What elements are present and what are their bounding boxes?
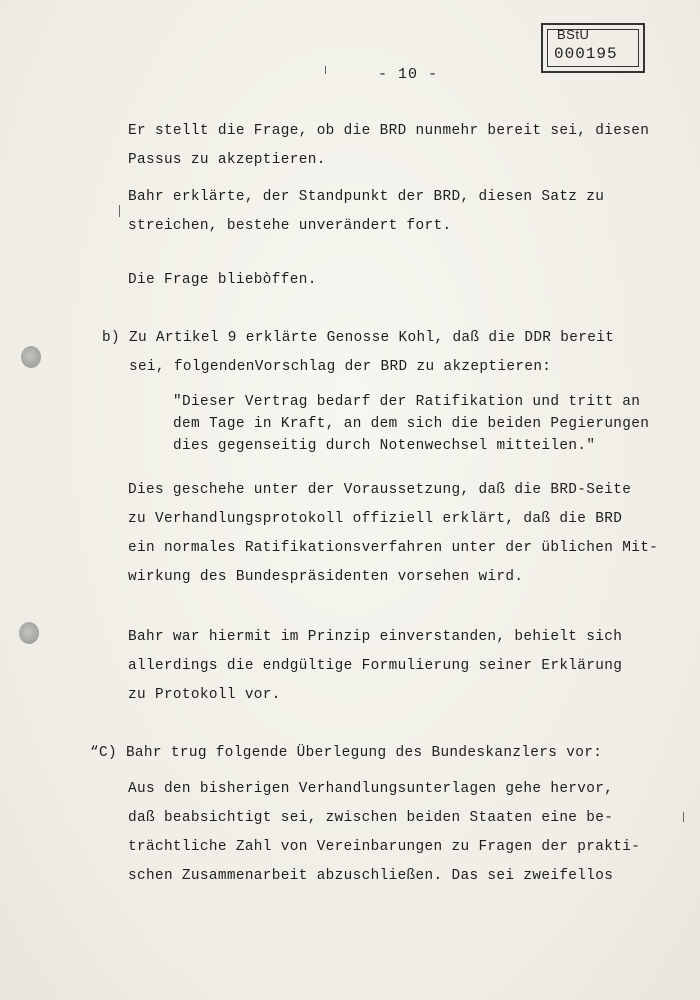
text-line: Die Frage bliebòffen.	[128, 272, 317, 288]
stamp-label: BStU	[557, 27, 590, 42]
punch-hole-upper	[21, 346, 41, 368]
text-line: Passus zu akzeptieren.	[128, 152, 326, 168]
page-number: - 10 -	[378, 66, 439, 83]
quote-line: dies gegenseitig durch Notenwechsel mitteilen."	[173, 438, 596, 454]
pencil-mark	[119, 205, 120, 217]
text-line: schen Zusammenarbeit abzuschließen. Das sei zweifellos	[128, 868, 614, 884]
text-line: ein normales Ratifikationsverfahren unter der üblichen Mit-	[128, 540, 659, 556]
section-b-line: sei, folgendenVorschlag der BRD zu akzeptieren:	[102, 359, 552, 375]
text-line: allerdings die endgültige Formulierung seiner Erklärung	[128, 658, 623, 674]
section-c-line: “C) Bahr trug folgende Überlegung des Bundeskanzlers vor:	[90, 745, 603, 761]
stamp-number: 000195	[554, 45, 618, 63]
text-line: wirkung des Bundespräsidenten vorsehen wird.	[128, 569, 524, 585]
quote-line: dem Tage in Kraft, an dem sich die beiden Pegierungen	[173, 416, 650, 432]
archive-stamp	[541, 23, 645, 73]
text-line: zu Protokoll vor.	[128, 687, 281, 703]
text-line: Er stellt die Frage, ob die BRD nunmehr bereit sei, diesen	[128, 123, 650, 139]
text-line: daß beabsichtigt sei, zwischen beiden Staaten eine be-	[128, 810, 614, 826]
section-b-line: b) Zu Artikel 9 erklärte Genosse Kohl, daß die DDR bereit	[102, 330, 615, 346]
text-line: Bahr war hiermit im Prinzip einverstanden, behielt sich	[128, 629, 623, 645]
text-line: trächtliche Zahl von Vereinbarungen zu Fragen der prakti-	[128, 839, 641, 855]
pencil-mark	[683, 812, 684, 822]
text-line: zu Verhandlungsprotokoll offiziell erklärt, daß die BRD	[128, 511, 623, 527]
pencil-mark	[325, 66, 326, 74]
quote-line: "Dieser Vertrag bedarf der Ratifikation und tritt an	[173, 394, 641, 410]
text-line: Bahr erklärte, der Standpunkt der BRD, diesen Satz zu	[128, 189, 605, 205]
text-line: Aus den bisherigen Verhandlungsunterlagen gehe hervor,	[128, 781, 614, 797]
text-line: streichen, bestehe unverändert fort.	[128, 218, 452, 234]
text-line: Dies geschehe unter der Voraussetzung, daß die BRD-Seite	[128, 482, 632, 498]
punch-hole-lower	[19, 622, 39, 644]
